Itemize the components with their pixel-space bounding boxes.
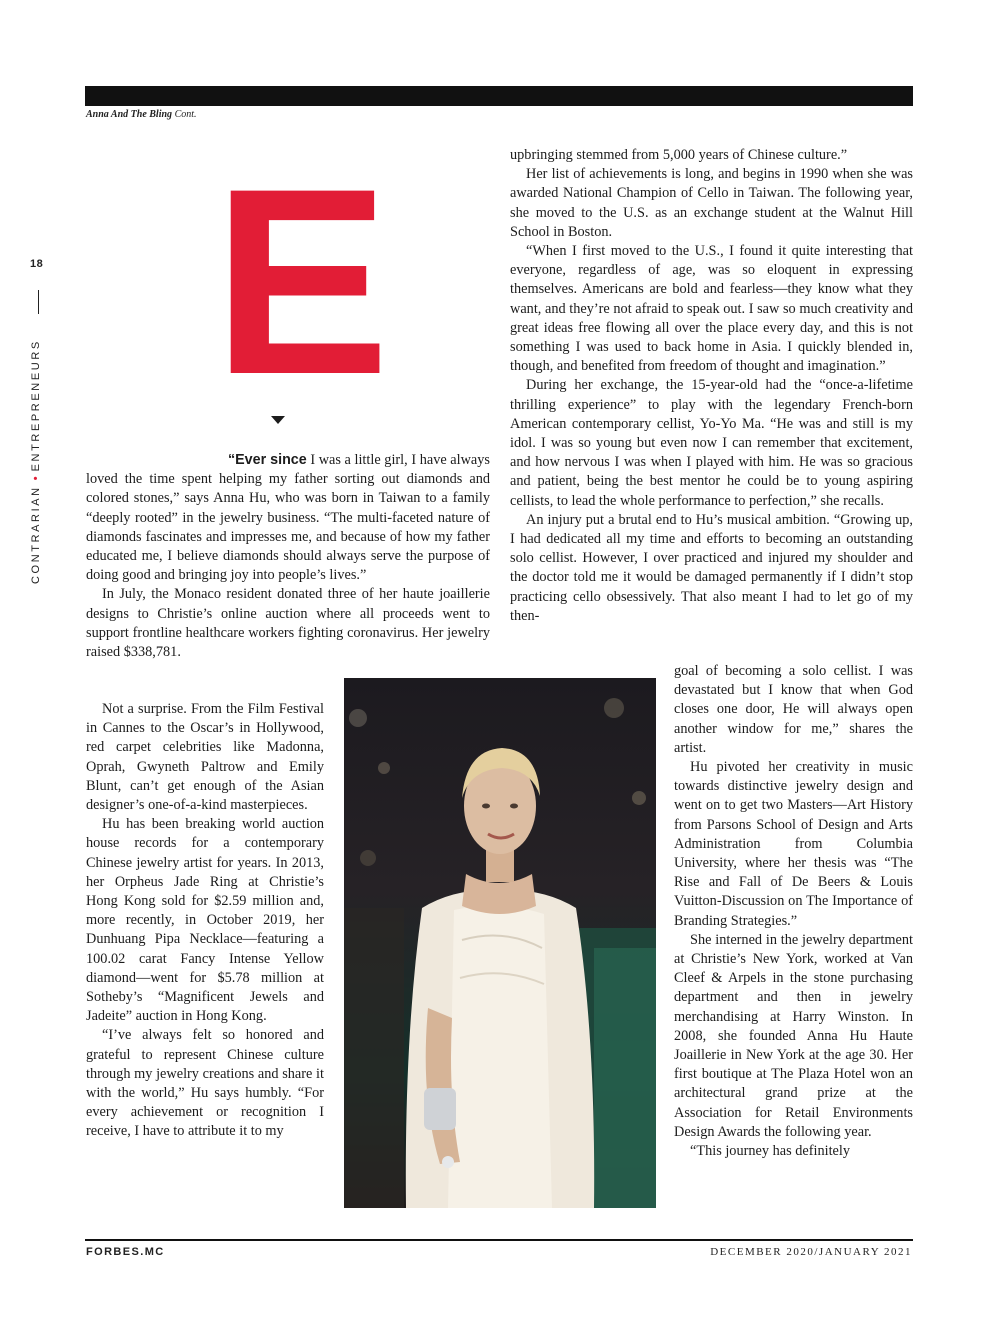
section-label: [30, 284, 46, 584]
article-column-3-lower: [674, 662, 913, 1161]
footer-issue-date: DECEMBER 2020/JANUARY 2021: [710, 1246, 912, 1258]
article-paragraph: Her list of achievements is long, and begins in 1990 when she was awarded National Champion of Cello in Taiwan. The following year, she moved to the U.S. as an exchange student at the Walnut Hill School in Boston.: [510, 166, 913, 240]
section-separator: •: [30, 476, 42, 481]
bottom-rule: [85, 1239, 913, 1241]
article-paragraph: Hu pivoted her creativity in music towards distinctive jewelry design and went on to get two Masters—Art History from Parsons School of Design and Arts Administration from Columbia University, where her thesis was “The Rise and Fall of De Beers & Louis Vuitton-Discussion on The Importance of Branding Strategies.”: [674, 759, 913, 929]
article-paragraph: upbringing stemmed from 5,000 years of Chinese culture.”: [510, 147, 848, 163]
drop-cap: E: [213, 134, 390, 430]
article-paragraph: “Ever since I was a little girl, I have always loved the time spent helping my father sorting out diamonds and colored stones,” says Anna Hu, who was born in Taiwan to a family “deeply rooted” in the jewelry business. “The multi-faceted nature of diamonds fascinates and impresses me, and because of how my father educated me, I believe diamonds should always serve the purpose of doing good and bringing joy into people’s lives.”: [86, 452, 490, 584]
running-head-cont: Cont.: [174, 109, 197, 120]
article-photo: [344, 678, 656, 1208]
drop-cap-arrow-icon: [271, 416, 285, 424]
article-paragraph: In July, the Monaco resident donated three of her haute joaillerie designs to Christie’s online auction where all proceeds went to support frontline healthcare workers fighting coronavirus. Her jewelry raised $338,781.: [86, 586, 490, 661]
article-paragraph: During her exchange, the 15-year-old had the “once-a-lifetime thrilling experience” to play with the legendary French-born American contemporary cellist, Yo-Yo Ma. “He was and still is my idol. I was so young but even now I can remember that excitement, and how nervous I was when I played with him. He was so gracious and patient, being the best mentor he could be to young aspiring cellists, to lead the whole performance to perfection,” she recalls.: [510, 377, 913, 509]
article-column-1-upper: [86, 451, 490, 662]
article-paragraph: “I’ve always felt so honored and grateful to represent Chinese culture through my jewelry creations and share it with the world,” Hu says humbly. “For every achievement or recognition I receive, I have to attribute it to my: [86, 1027, 324, 1140]
article-paragraph: Hu has been breaking world auction house records for a contemporary Chinese jewelry artist for years. In 2013, her Orpheus Jade Ring at Christie’s Hong Kong sold for $2.59 million and, more recently, in October 2019, her Dunhuang Pipa Necklace—featuring a 100.02 carat Fancy Intense Yellow diamond—went for $5.78 million at Sotheby’s “Magnificent Jewels and Jadeite” auction in Hong Kong.: [86, 816, 324, 1025]
page-number: 18: [30, 258, 44, 270]
footer-site: FORBES.MC: [86, 1246, 165, 1258]
article-paragraph: Not a surprise. From the Film Festival in Cannes to the Oscar’s in Hollywood, red carpet celebrities like Madonna, Oprah, Gwyneth Paltrow and Emily Blunt, can’t get enough of the Asian designer’s one-of-a-kind masterpieces.: [86, 701, 324, 814]
lead-in: “Ever since: [228, 452, 307, 468]
article-paragraph: “This journey has definitely: [690, 1143, 851, 1160]
article-column-2-upper: [510, 146, 913, 626]
article-paragraph: “When I first moved to the U.S., I found it quite interesting that everyone, regardless of age, was so eloquent in expressing themselves. Americans are bold and fearless—they know what they want, and they’re not afraid to speak out. I saw so much creativity and great ideas free flowing all over the place every day, and this is not something I was used to back home in Asia. I quickly blended in, though, and benefited from freedom of thought and imagination.”: [510, 243, 913, 375]
running-head-title: Anna And The Bling: [86, 109, 173, 120]
article-paragraph: She interned in the jewelry department at Christie’s New York, worked at Van Cleef & Arpels in the stone purchasing department and then in jewelry merchandising at Harry Winston. In 2008, she founded Anna Hu Haute Joaillerie in New York at the age 30. Her first boutique at The Plaza Hotel won an architectural grand prize at the Association for Retail Environments Design Awards the following year.: [674, 931, 913, 1140]
article-column-1-lower: [86, 700, 324, 1142]
article-paragraph: goal of becoming a solo cellist. I was devastated but I know that when God closes one door, He will always open another window for me,” shares the artist.: [674, 663, 913, 756]
article-paragraph: An injury put a brutal end to Hu’s musical ambition. “Growing up, I had dedicated all my time and efforts to becoming an outstanding solo cellist. However, I over practiced and injured my shoulder and the doctor told me it would be damaged permanently if I didn’t stop practicing cello obsessively. That also meant I had to let go of my then-: [510, 511, 913, 624]
top-bar: [85, 86, 913, 106]
section-name: CONTRARIAN: [30, 485, 42, 584]
running-head: [86, 109, 197, 120]
subsection-name: ENTREPRENEURS: [30, 339, 42, 472]
